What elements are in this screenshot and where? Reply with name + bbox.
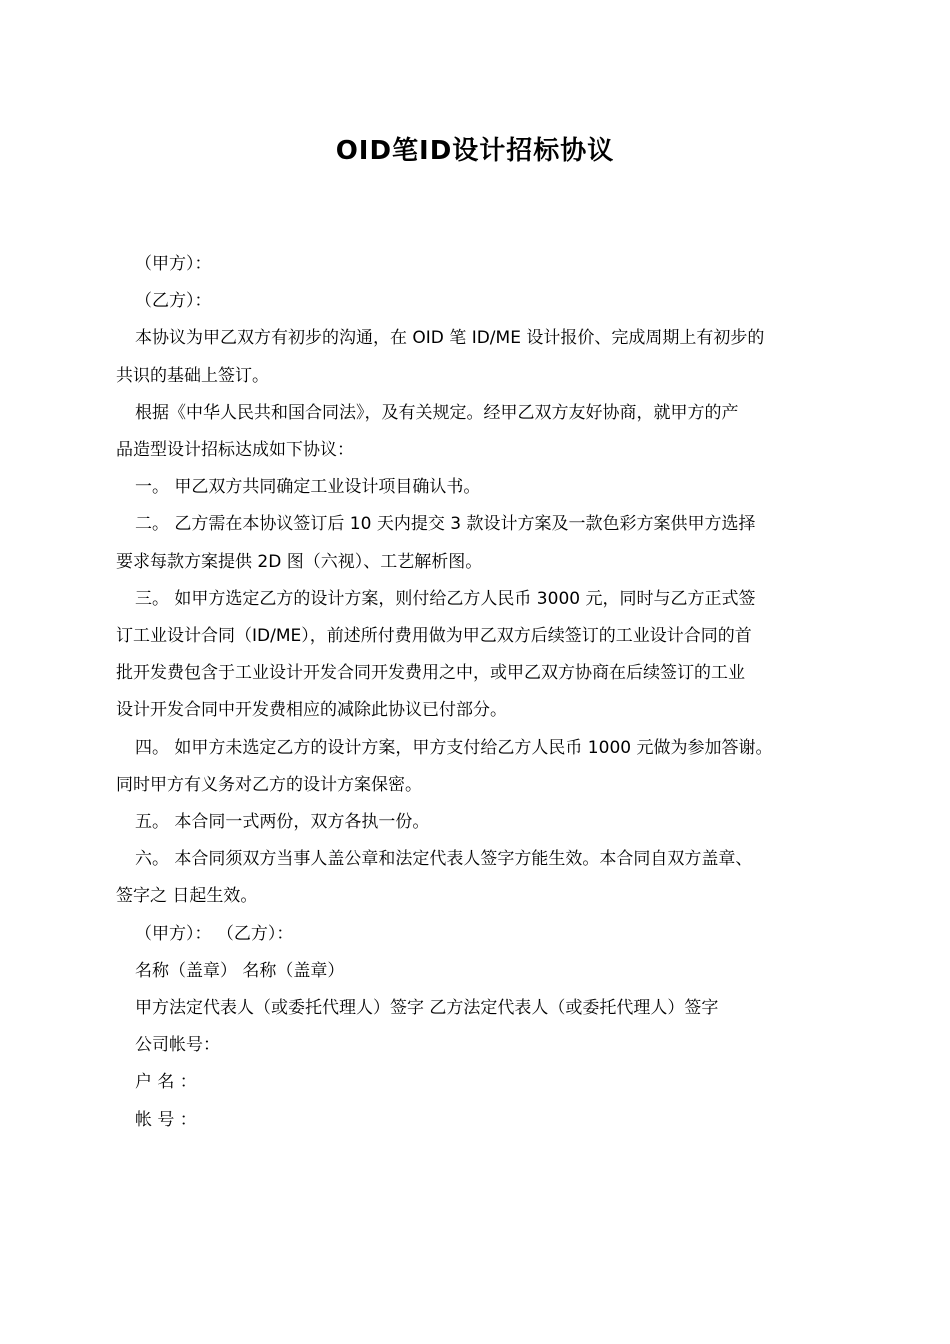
clause-2: 二。 乙方需在本协议签订后 10 天内提交 3 款设计方案及一款色彩方案供甲方选择 (135, 514, 756, 535)
clause-3-continued: 批开发费包含于工业设计开发合同开发费用之中，或甲乙双方协商在后续签订的工业 (116, 663, 745, 684)
signature-name-seal-line: 名称（盖章） 名称（盖章） (135, 960, 345, 981)
company-account-label: 公司帐号： (135, 1035, 220, 1056)
clause-2-continued: 要求每款方案提供 2D 图（六视）、工艺解析图。 (116, 551, 483, 572)
clause-1: 一。 甲乙双方共同确定工业设计项目确认书。 (135, 477, 481, 498)
signature-parties-line: （甲方）： （乙方）： (135, 923, 294, 944)
account-number-label: 帐 号 ： (135, 1109, 197, 1130)
clause-4: 四。 如甲方未选定乙方的设计方案，甲方支付给乙方人民币 1000 元做为参加答谢。 (135, 737, 773, 758)
party-b-line: （乙方）： (135, 291, 212, 312)
clause-6: 六。 本合同须双方当事人盖公章和法定代表人签字方能生效。本合同自双方盖章、 (135, 849, 753, 870)
clause-3-continued: 订工业设计合同（ID/ME），前述所付费用做为甲乙双方后续签订的工业设计合同的首 (116, 626, 752, 647)
document-title: OID笔ID设计招标协议 (335, 136, 615, 166)
intro-paragraph-line: 本协议为甲乙双方有初步的沟通，在 OID 笔 ID/ME 设计报价、完成周期上有初步的 (135, 328, 765, 349)
basis-paragraph-line: 根据《中华人民共和国合同法》，及有关规定。经甲乙双方友好协商，就甲方的产 (135, 402, 739, 423)
clause-3-continued: 设计开发合同中开发费相应的减除此协议已付部分。 (116, 700, 507, 721)
basis-paragraph-line: 品造型设计招标达成如下协议： (116, 440, 354, 461)
clause-4-continued: 同时甲方有义务对乙方的设计方案保密。 (116, 774, 422, 795)
document-body (116, 246, 846, 1139)
party-a-line: （甲方）： (135, 254, 212, 274)
intro-paragraph-line: 共识的基础上签订。 (116, 365, 269, 386)
clause-6-continued: 签字之 日起生效。 (116, 886, 258, 907)
signature-representative-line: 甲方法定代表人（或委托代理人）签字 乙方法定代表人（或委托代理人）签字 (135, 998, 719, 1019)
clause-3: 三。 如甲方选定乙方的设计方案，则付给乙方人民币 3000 元，同时与乙方正式签 (135, 588, 756, 609)
account-name-label: 户 名 ： (135, 1072, 197, 1093)
clause-5: 五。 本合同一式两份，双方各执一份。 (135, 812, 430, 833)
